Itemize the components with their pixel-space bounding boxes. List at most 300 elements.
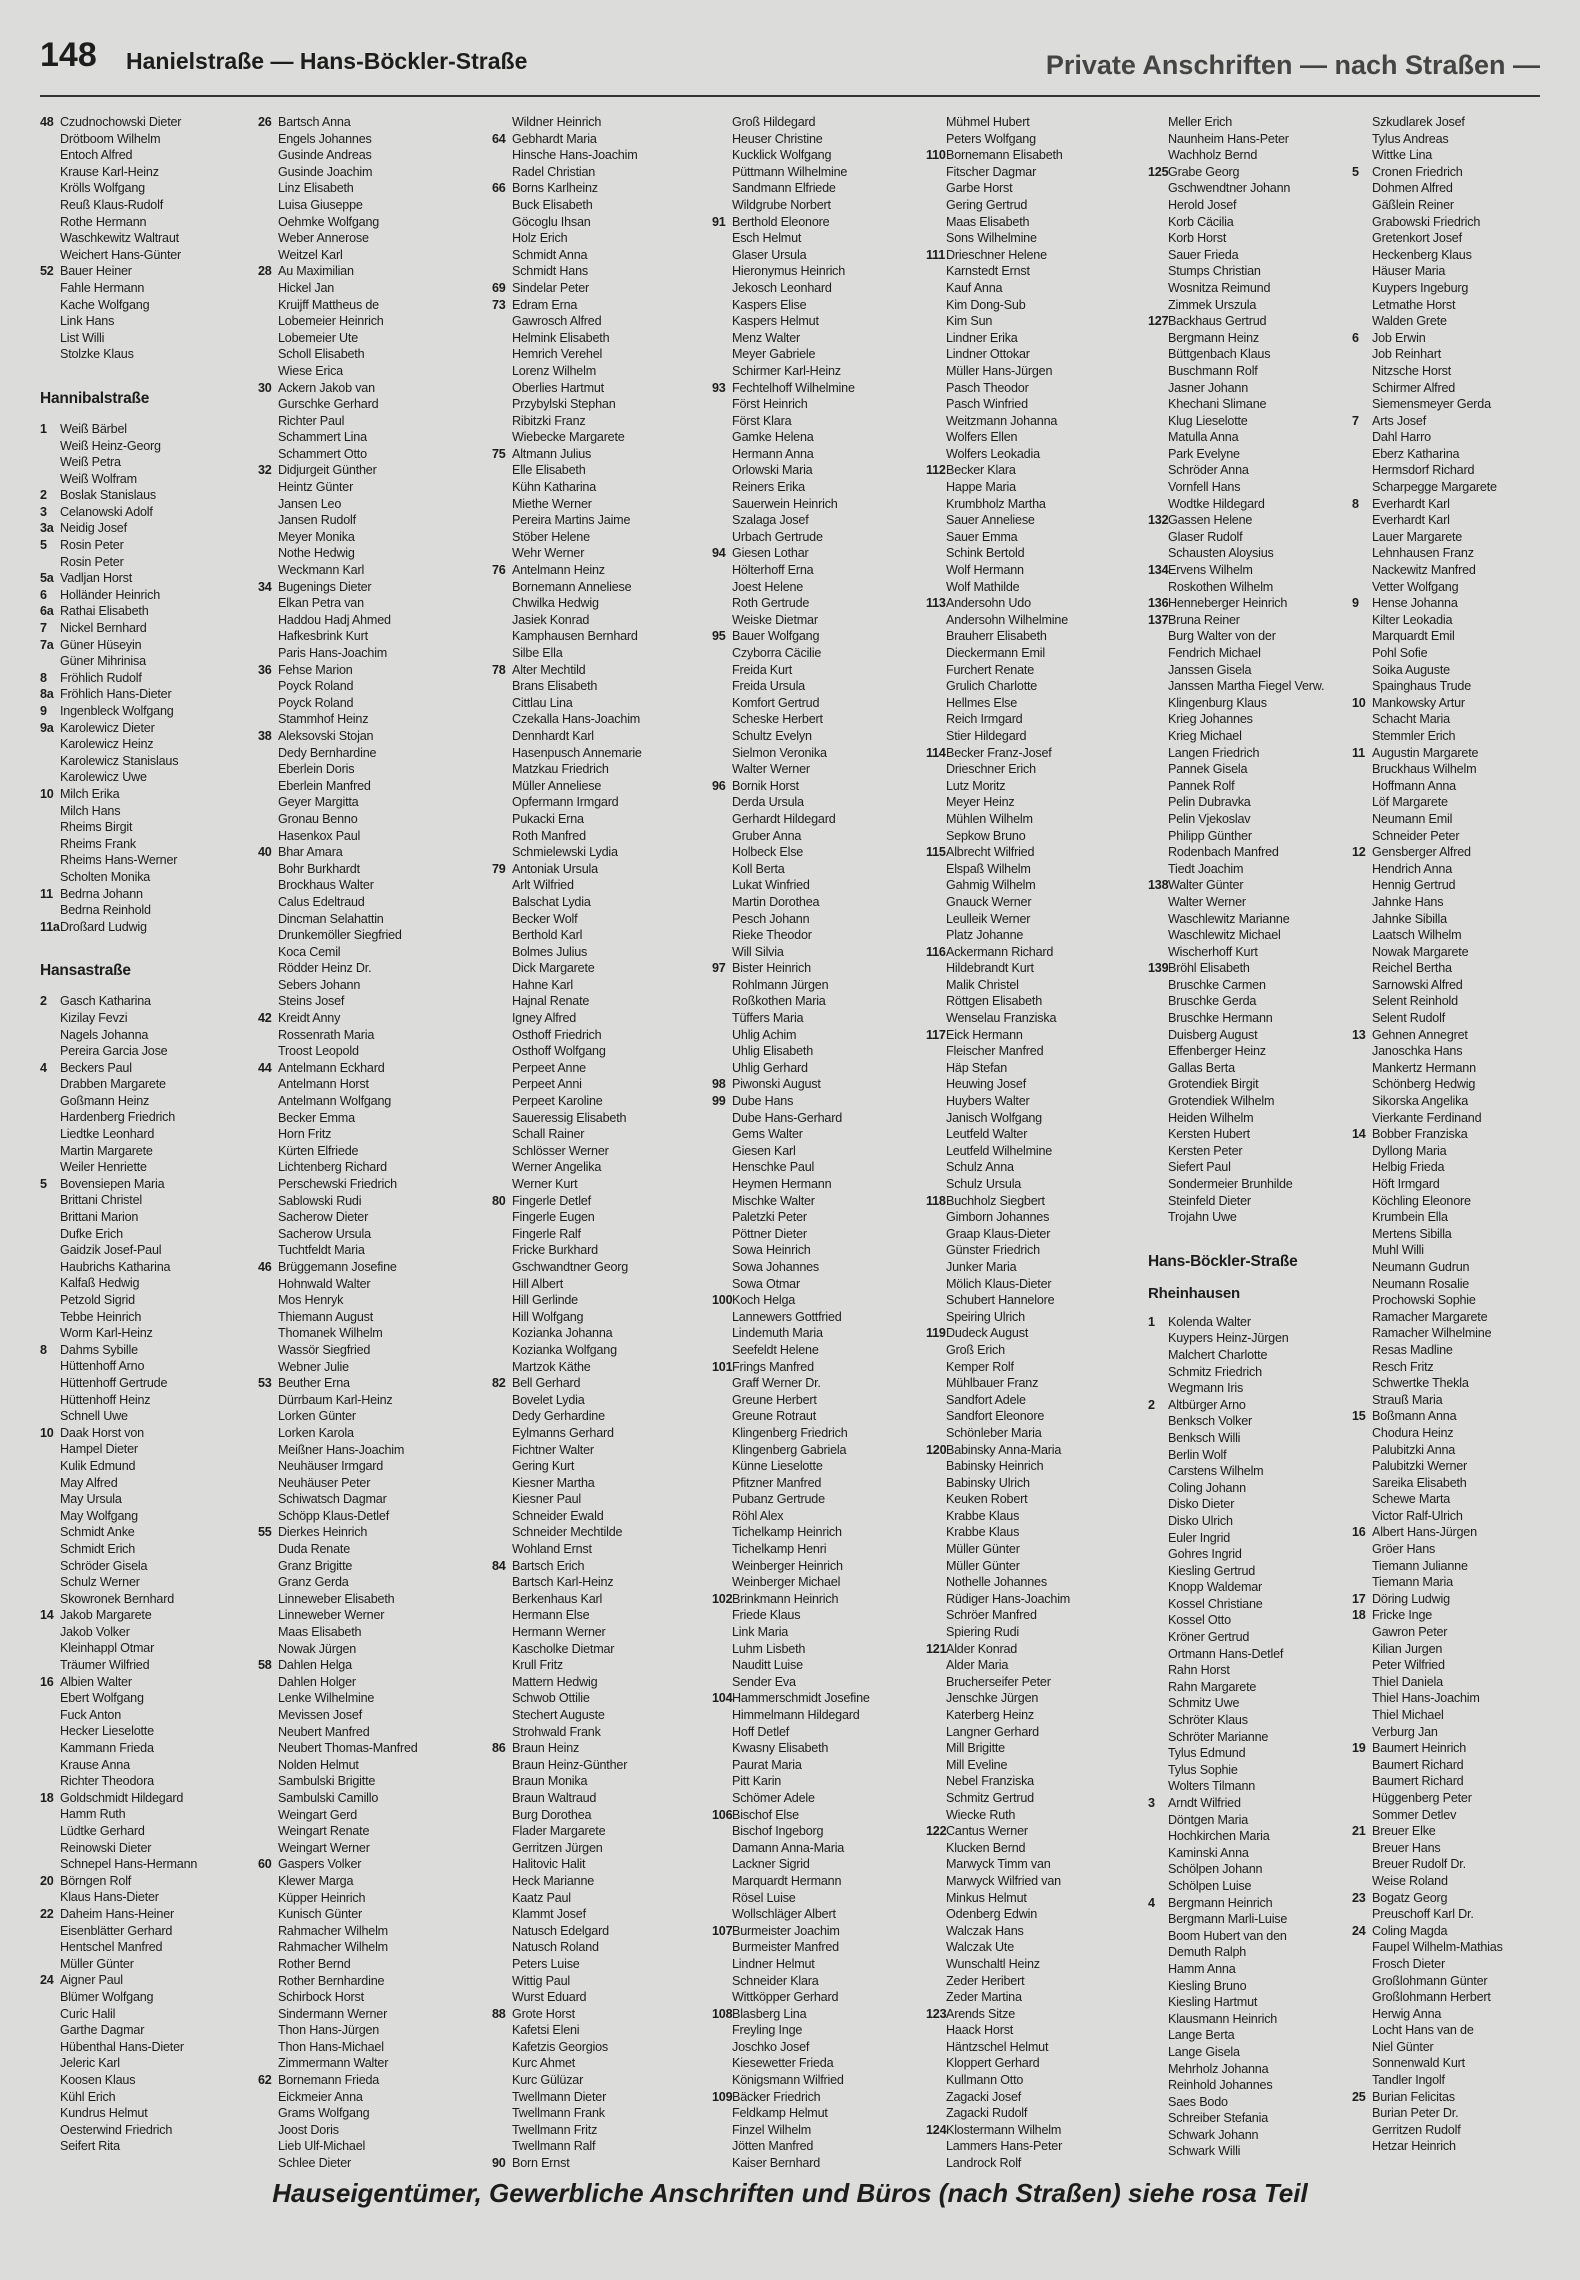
resident-name: Schammert Otto [278, 446, 367, 461]
resident-entry [492, 1707, 720, 1724]
resident-entry [1148, 297, 1376, 314]
resident-name: Tylus Edmund [1168, 1746, 1246, 1761]
resident-name: Bartsch Karl-Heinz [512, 1575, 614, 1590]
resident-name: Born Ernst [512, 2156, 570, 2171]
resident-name: Kruijff Mattheus de [278, 297, 379, 312]
resident-entry [712, 2022, 940, 2039]
resident-name: Bister Heinrich [732, 961, 811, 976]
resident-entry [258, 745, 486, 762]
resident-name: Karolewicz Dieter [60, 720, 155, 735]
resident-entry [712, 1325, 940, 1342]
resident-name: Kolenda Walter [1168, 1314, 1251, 1329]
resident-entry [712, 1906, 940, 1923]
resident-entry [1148, 1679, 1376, 1696]
resident-name: Tüffers Maria [732, 1011, 804, 1026]
resident-name: Koch Helga [732, 1293, 796, 1308]
house-number: 107 [712, 1923, 733, 1938]
house-number: 138 [1148, 878, 1169, 893]
resident-entry [712, 263, 940, 280]
resident-entry [258, 479, 486, 496]
resident-entry [258, 1143, 486, 1160]
resident-entry [926, 2039, 1154, 2056]
resident-name: Schneider Mechtilde [512, 1525, 623, 1540]
resident-entry [492, 380, 720, 397]
resident-entry [1148, 861, 1376, 878]
resident-name: Krölls Wolfgang [60, 181, 145, 196]
resident-entry [1352, 1375, 1580, 1392]
resident-entry [40, 769, 268, 786]
resident-entry [40, 1076, 268, 1093]
resident-entry [492, 413, 720, 430]
resident-entry [712, 844, 940, 861]
resident-entry [712, 927, 940, 944]
resident-name: Mühlen Wilhelm [946, 811, 1033, 826]
resident-entry [258, 1856, 486, 1873]
resident-name: Kurc Ahmet [512, 2056, 576, 2071]
resident-name: Wosnitza Reimund [1168, 280, 1271, 295]
resident-name: Schnepel Hans-Hermann [60, 1857, 198, 1872]
resident-name: May Alfred [60, 1475, 118, 1490]
resident-entry [1352, 1558, 1580, 1575]
resident-name: Stechert Auguste [512, 1708, 605, 1722]
resident-name: Krieg Michael [1168, 728, 1242, 743]
resident-entry [712, 1442, 940, 1459]
resident-name: Wischerhoff Kurt [1168, 944, 1258, 959]
resident-name: Wolf Hermann [946, 563, 1024, 578]
street-heading: Hannibalstraße [40, 389, 150, 407]
resident-entry [492, 1906, 720, 1923]
resident-entry [40, 869, 268, 886]
resident-entry [1352, 1707, 1580, 1724]
resident-name: Tiemann Maria [1372, 1575, 1453, 1590]
resident-entry [40, 1541, 268, 1558]
resident-name: Klewer Marga [278, 1873, 354, 1888]
resident-entry [492, 1076, 720, 1093]
resident-entry [492, 1740, 720, 1757]
house-number: 93 [712, 380, 726, 395]
resident-entry [712, 1524, 940, 1541]
resident-entry [712, 330, 940, 347]
resident-entry [1352, 1923, 1580, 1940]
resident-name: Schulz Anna [946, 1160, 1014, 1175]
resident-name: Klingenberg Friedrich [732, 1425, 848, 1440]
resident-entry [926, 1956, 1154, 1973]
resident-entry [712, 2155, 940, 2172]
resident-entry [258, 1657, 486, 1674]
resident-entry [258, 1790, 486, 1807]
resident-entry [40, 1408, 268, 1425]
resident-entry [926, 529, 1154, 546]
resident-entry [1352, 911, 1580, 928]
resident-name: Haubrichs Katharina [60, 1259, 171, 1274]
resident-name: Eylmanns Gerhard [512, 1425, 614, 1440]
resident-name: Brans Elisabeth [512, 679, 598, 694]
resident-entry [40, 1358, 268, 1375]
resident-name: Antelmann Horst [278, 1077, 369, 1092]
resident-name: Furchert Renate [946, 662, 1034, 677]
resident-entry [1352, 280, 1580, 297]
resident-name: Pereira Martins Jaime [512, 513, 631, 528]
resident-entry [1352, 1159, 1580, 1176]
resident-entry [258, 1807, 486, 1824]
resident-name: Hemrich Verehel [512, 347, 603, 362]
resident-name: Kamphausen Bernhard [512, 629, 638, 644]
resident-entry [1352, 1508, 1580, 1525]
resident-entry [1352, 496, 1580, 513]
resident-name: Fingerle Eugen [512, 1210, 595, 1225]
resident-entry [1352, 778, 1580, 795]
resident-name: Wurst Eduard [512, 1990, 587, 2005]
resident-entry [712, 346, 940, 363]
resident-name: Boom Hubert van den [1168, 1928, 1287, 1943]
resident-entry [926, 1840, 1154, 1857]
directory-column-1 [40, 114, 268, 2154]
resident-entry [1148, 380, 1376, 397]
resident-entry [40, 1375, 268, 1392]
resident-entry [492, 1143, 720, 1160]
resident-entry [1148, 1845, 1376, 1862]
resident-name: Börngen Rolf [60, 1873, 132, 1888]
resident-entry [1352, 1126, 1580, 1143]
resident-name: Freida Ursula [732, 679, 805, 694]
resident-name: Schewe Marta [1372, 1492, 1451, 1507]
resident-name: Natusch Roland [512, 1940, 599, 1955]
resident-entry [1148, 396, 1376, 413]
resident-name: Müller Günter [946, 1542, 1020, 1557]
resident-entry [712, 297, 940, 314]
resident-name: Jekosch Leonhard [732, 280, 832, 295]
resident-name: Groß Hildegard [732, 115, 816, 129]
resident-name: Meyer Gabriele [732, 347, 816, 362]
resident-name: Joschko Josef [732, 2039, 810, 2054]
resident-name: Laatsch Wilhelm [1372, 928, 1462, 943]
resident-name: Bugenings Dieter [278, 579, 372, 594]
resident-entry [926, 579, 1154, 596]
resident-name: Sondermeier Brunhilde [1168, 1177, 1293, 1191]
resident-name: Marquardt Hermann [732, 1873, 842, 1888]
resident-name: Köchling Eleonore [1372, 1193, 1471, 1208]
resident-name: Heckenberg Klaus [1372, 247, 1472, 262]
resident-name: Link Hans [60, 314, 115, 329]
resident-name: Walczak Ute [946, 1940, 1015, 1955]
resident-name: Korb Horst [1168, 231, 1227, 246]
resident-entry [492, 2122, 720, 2139]
resident-entry [1352, 1491, 1580, 1508]
resident-name: Mischke Walter [732, 1193, 815, 1208]
resident-name: Strohwald Frank [512, 1724, 601, 1739]
resident-name: Alder Maria [946, 1658, 1009, 1673]
house-number: 36 [258, 662, 272, 677]
resident-entry [40, 1441, 268, 1458]
resident-name: Platz Johanne [946, 928, 1024, 943]
resident-entry [1148, 1513, 1376, 1530]
resident-name: Spiering Rudi [946, 1625, 1020, 1640]
resident-name: Milch Erika [60, 786, 120, 801]
resident-entry [712, 1674, 940, 1691]
resident-name: Stier Hildegard [946, 728, 1027, 743]
resident-name: Dedy Gerhardine [512, 1409, 605, 1424]
resident-entry [1148, 1314, 1376, 1331]
resident-entry [258, 1757, 486, 1774]
section-title: Private Anschriften — nach Straßen — [1045, 50, 1540, 80]
house-number: 124 [926, 2122, 947, 2137]
resident-entry [1352, 479, 1580, 496]
resident-entry [1148, 1928, 1376, 1945]
resident-entry [258, 628, 486, 645]
resident-name: Hickel Jan [278, 280, 335, 295]
resident-entry [492, 297, 720, 314]
resident-name: Richter Theodora [60, 1774, 154, 1789]
resident-name: Karolewicz Heinz [60, 737, 154, 752]
resident-name: Schlösser Werner [512, 1143, 609, 1158]
resident-name: Krabbe Klaus [946, 1508, 1020, 1523]
resident-entry [712, 1027, 940, 1044]
resident-name: Droßard Ludwig [60, 919, 147, 934]
resident-name: Albien Walter [60, 1674, 132, 1689]
resident-name: Speiring Ulrich [946, 1309, 1025, 1324]
resident-name: Oehmke Wolfgang [278, 214, 380, 229]
resident-name: Rahmacher Wilhelm [278, 1923, 388, 1938]
resident-entry [492, 1491, 720, 1508]
resident-entry [1148, 1579, 1376, 1596]
resident-entry [258, 662, 486, 679]
resident-entry [926, 180, 1154, 197]
resident-name: Neuhäuser Irmgard [278, 1459, 384, 1474]
resident-entry [258, 247, 486, 264]
resident-name: Poyck Roland [278, 695, 354, 710]
resident-entry [926, 1242, 1154, 1259]
resident-name: Letmathe Horst [1372, 297, 1456, 312]
resident-entry [492, 529, 720, 546]
resident-name: Friede Klaus [732, 1608, 801, 1623]
resident-name: Cantus Werner [946, 1824, 1028, 1839]
house-number: 5 [1352, 164, 1359, 179]
resident-entry [40, 2138, 268, 2155]
resident-entry [926, 1043, 1154, 1060]
resident-entry [492, 894, 720, 911]
resident-entry [712, 645, 940, 662]
resident-entry [258, 1973, 486, 1990]
resident-entry [1352, 363, 1580, 380]
resident-entry [1148, 1159, 1376, 1176]
resident-name: Först Heinrich [732, 397, 808, 412]
resident-entry [258, 346, 486, 363]
resident-name: Knopp Waldemar [1168, 1580, 1263, 1595]
resident-name: Ervens Wilhelm [1168, 563, 1253, 578]
resident-name: Rodenbach Manfred [1168, 845, 1279, 860]
resident-entry [1148, 1093, 1376, 1110]
resident-name: Kauf Anna [946, 280, 1003, 295]
house-number: 6 [40, 587, 47, 602]
resident-name: Jeleric Karl [60, 2056, 120, 2071]
house-number: 120 [926, 1442, 947, 1457]
resident-name: Kozianka Johanna [512, 1326, 613, 1341]
resident-entry [926, 1375, 1154, 1392]
house-number: 1 [1148, 1314, 1155, 1329]
resident-name: Jasiek Konrad [512, 612, 590, 627]
resident-entry [492, 1641, 720, 1658]
resident-name: Müller Anneliese [512, 778, 602, 793]
house-number: 96 [712, 778, 726, 793]
resident-name: Kim Dong-Sub [946, 297, 1026, 312]
resident-name: Sacherow Dieter [278, 1210, 369, 1225]
resident-name: Hentschel Manfred [60, 1940, 163, 1955]
resident-name: Wassör Siegfried [278, 1342, 371, 1357]
resident-entry [40, 1972, 268, 1989]
resident-entry [40, 1309, 268, 1326]
resident-entry [1352, 1425, 1580, 1442]
resident-entry [492, 280, 720, 297]
resident-entry [1148, 1496, 1376, 1513]
resident-entry [1148, 496, 1376, 513]
resident-entry [258, 263, 486, 280]
resident-entry [1352, 1309, 1580, 1326]
house-number: 90 [492, 2156, 506, 2171]
resident-entry [1352, 678, 1580, 695]
resident-name: Gusinde Andreas [278, 148, 372, 163]
resident-entry [258, 645, 486, 662]
resident-name: Zimmek Urszula [1168, 297, 1257, 312]
resident-name: Fingerle Detlef [512, 1193, 591, 1208]
house-number: 2 [1148, 1397, 1155, 1412]
resident-entry [926, 2006, 1154, 2023]
house-number: 117 [926, 1027, 946, 1042]
resident-entry [492, 1657, 720, 1674]
resident-name: Kiesling Bruno [1168, 1978, 1247, 1993]
resident-name: Thon Hans-Jürgen [278, 2023, 380, 2038]
resident-entry [712, 977, 940, 994]
resident-entry [712, 413, 940, 430]
resident-name: Wittig Paul [512, 1973, 570, 1988]
resident-entry [40, 993, 268, 1010]
house-number: 20 [40, 1873, 54, 1888]
house-number: 3a [40, 521, 54, 536]
resident-entry [1352, 1757, 1580, 1774]
resident-entry [492, 1060, 720, 1077]
resident-entry [1148, 1778, 1376, 1795]
resident-entry [1352, 313, 1580, 330]
resident-name: Sandfort Eleonore [946, 1409, 1045, 1424]
resident-entry [40, 1425, 268, 1442]
resident-entry [40, 686, 268, 703]
resident-entry [40, 280, 268, 297]
resident-name: Lutz Moritz [946, 778, 1006, 793]
resident-entry [926, 711, 1154, 728]
resident-name: Becker Franz-Josef [946, 745, 1052, 760]
house-number: 122 [926, 1824, 947, 1839]
resident-name: Bornemann Anneliese [512, 579, 632, 594]
resident-name: Künne Lieselotte [732, 1459, 823, 1474]
house-number: 11 [1352, 745, 1365, 760]
resident-name: Burg Walter von der [1168, 629, 1276, 644]
house-number: 8a [40, 687, 54, 702]
resident-name: Sareika Elisabeth [1372, 1475, 1467, 1490]
resident-name: Ackermann Richard [946, 944, 1054, 959]
resident-entry [1352, 1093, 1580, 1110]
house-number: 21 [1352, 1824, 1366, 1839]
resident-entry [40, 1093, 268, 1110]
resident-entry [40, 1209, 268, 1226]
resident-name: Weinberger Heinrich [732, 1558, 843, 1573]
resident-entry [258, 1325, 486, 1342]
resident-name: Fingerle Ralf [512, 1226, 581, 1241]
resident-name: Schall Rainer [512, 1127, 585, 1142]
resident-name: Demuth Ralph [1168, 1945, 1247, 1960]
resident-entry [258, 1558, 486, 1575]
resident-name: Fuck Anton [60, 1707, 122, 1722]
resident-entry [926, 894, 1154, 911]
resident-name: Martzok Käthe [512, 1359, 591, 1374]
resident-entry [1352, 562, 1580, 579]
resident-name: Karolewicz Uwe [60, 770, 147, 785]
resident-entry [926, 645, 1154, 662]
resident-name: Greune Herbert [732, 1392, 817, 1407]
resident-entry [1352, 429, 1580, 446]
house-number: 11a [40, 919, 60, 934]
resident-entry [492, 745, 720, 762]
resident-entry [492, 794, 720, 811]
directory-column-2 [258, 114, 486, 2171]
resident-entry [258, 1873, 486, 1890]
resident-name: Waschkewitz Waltraut [60, 231, 179, 246]
resident-name: Berlin Wolf [1168, 1447, 1227, 1462]
resident-entry [712, 1010, 940, 1027]
house-number: 127 [1148, 314, 1169, 329]
resident-name: Borns Karlheinz [512, 181, 598, 196]
resident-name: Lukat Winfried [732, 878, 810, 893]
resident-name: Urbach Gertrude [732, 529, 823, 544]
directory-column-7 [1352, 114, 1580, 2154]
resident-entry [712, 280, 940, 297]
resident-entry [712, 1076, 940, 1093]
resident-name: Heck Marianne [512, 1873, 595, 1888]
resident-name: Babinsky Ulrich [946, 1475, 1030, 1490]
resident-entry [40, 1806, 268, 1823]
resident-entry [40, 1873, 268, 1890]
resident-name: Haddou Hadj Ahmed [278, 612, 391, 627]
resident-entry [926, 330, 1154, 347]
resident-entry [712, 1176, 940, 1193]
resident-entry [492, 2072, 720, 2089]
resident-name: Happe Maria [946, 480, 1016, 495]
resident-name: Eberz Katharina [1372, 446, 1460, 461]
resident-entry [492, 1856, 720, 1873]
resident-entry [1148, 1176, 1376, 1193]
resident-name: Gohres Ingrid [1168, 1547, 1242, 1562]
resident-name: Perpeet Anne [512, 1060, 586, 1075]
resident-name: Sandfort Adele [946, 1392, 1026, 1407]
resident-name: List Willi [60, 330, 105, 345]
resident-name: Wittke Lina [1372, 148, 1433, 163]
house-number: 12 [1352, 845, 1366, 860]
resident-entry [1352, 1193, 1580, 1210]
resident-entry [40, 554, 268, 571]
resident-entry [712, 363, 940, 380]
resident-name: Leutfeld Wilhelmine [946, 1143, 1053, 1158]
resident-name: Helmink Elisabeth [512, 330, 610, 345]
resident-entry [926, 1475, 1154, 1492]
resident-entry [926, 479, 1154, 496]
resident-entry [1148, 844, 1376, 861]
resident-name: Entoch Alfred [60, 148, 133, 163]
resident-entry [1352, 1010, 1580, 1027]
resident-entry [712, 214, 940, 231]
resident-name: Hüggenberg Peter [1372, 1790, 1472, 1805]
resident-entry [40, 454, 268, 471]
resident-entry [258, 1176, 486, 1193]
resident-entry [1148, 1347, 1376, 1364]
house-number: 18 [1352, 1608, 1366, 1623]
